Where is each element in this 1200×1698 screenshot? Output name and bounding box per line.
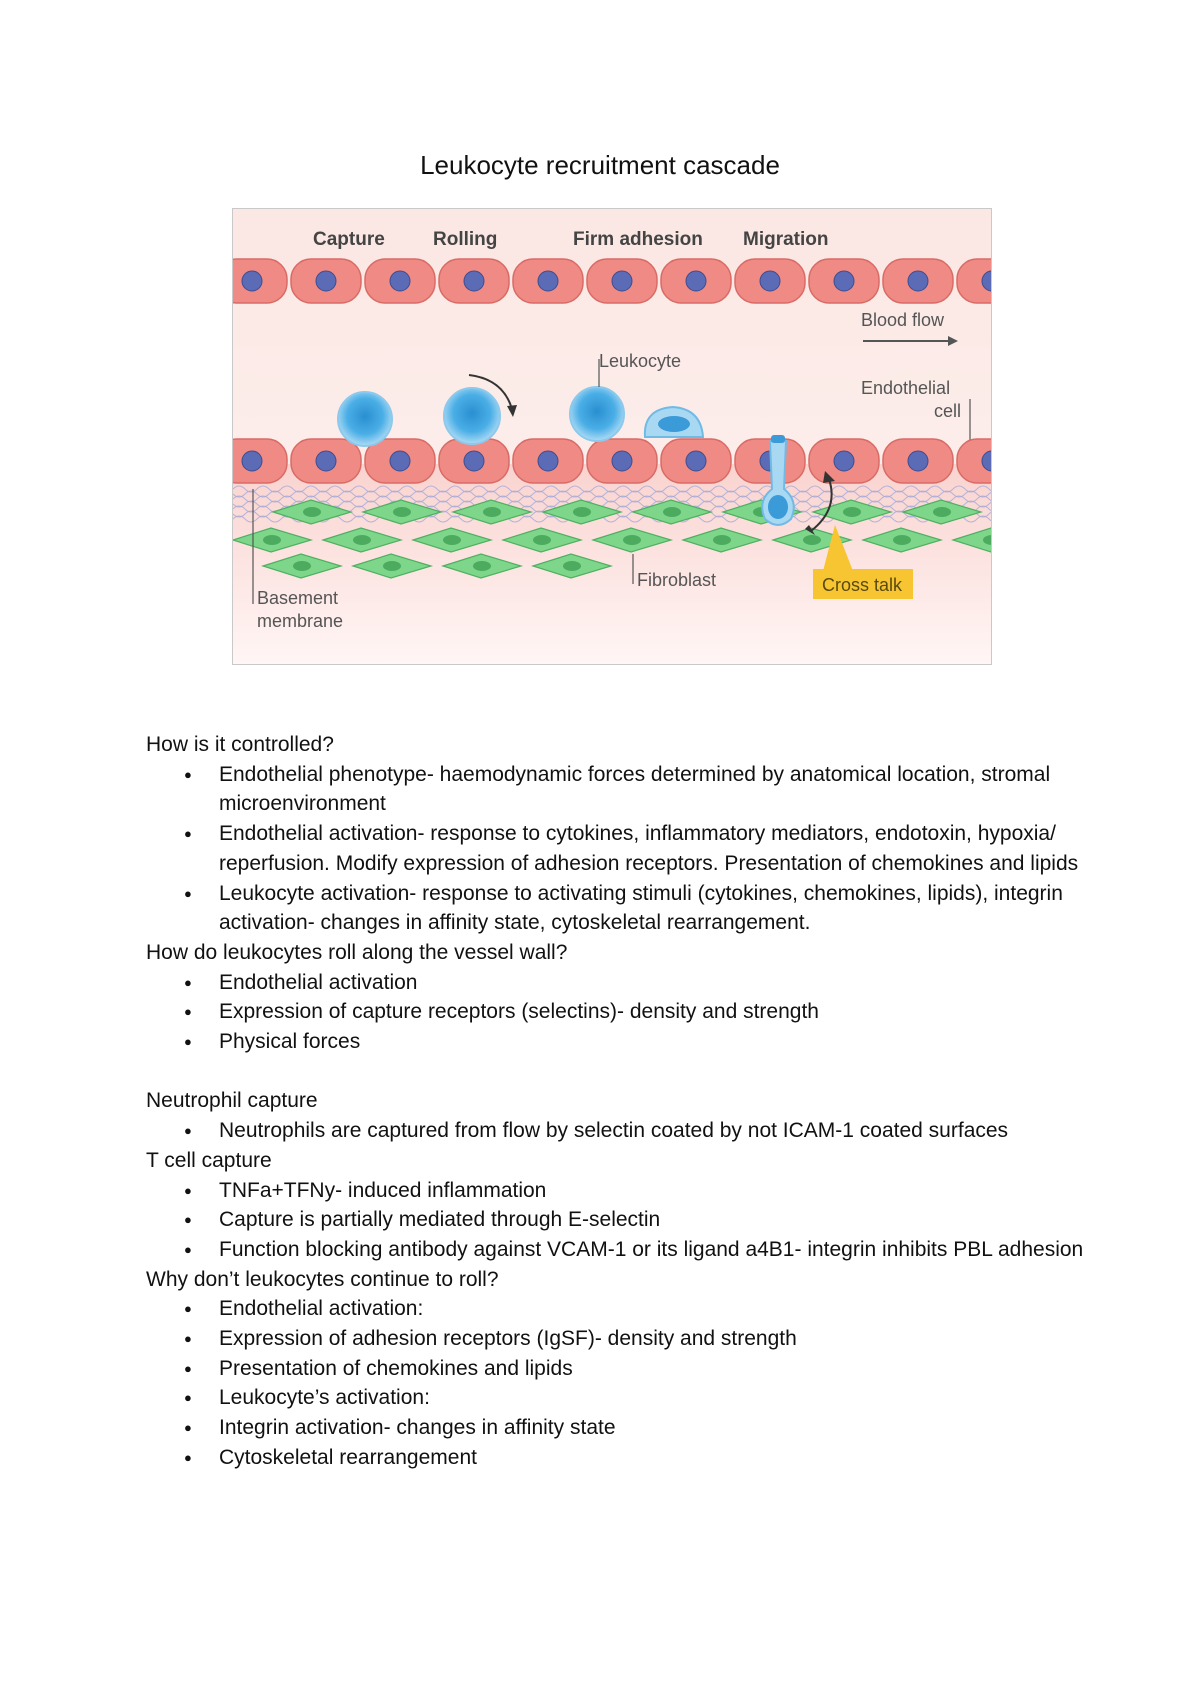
basement-membrane-label-line2: membrane (257, 611, 344, 631)
bullet-list-t-cell (146, 1176, 1086, 1265)
cross-talk-label: Cross talk (822, 575, 903, 595)
endothelial-cell (513, 259, 583, 303)
section-heading-neutrophil: Neutrophil capture (146, 1089, 318, 1113)
list-item: ● Physical forces (146, 1027, 1086, 1057)
bullet-list-control (146, 760, 1086, 938)
list-item: ● Neutrophils are captured from flow by selectin coated by not ICAM-1 coated surfaces (146, 1116, 1086, 1146)
endothelial-cell (439, 259, 509, 303)
list-item: ● Endothelial activation (146, 968, 1086, 998)
list-item: ● Function blocking antibody against VCAM-1 or its ligand a4B1- integrin inhibits PBL adhesion (146, 1235, 1086, 1265)
endothelial-cell (661, 259, 731, 303)
list-item: ● Integrin activation- changes in affinity state (146, 1413, 1086, 1443)
endothelial-cell (365, 259, 435, 303)
list-item: ● Expression of capture receptors (selectins)- density and strength (146, 997, 1086, 1027)
tissue-region (233, 464, 991, 664)
endothelial-cell-label-line2: cell (934, 401, 962, 421)
list-item: ● Leukocyte activation- response to activating stimuli (cytokines, chemokines, lipids), integrin activation- changes in affinity state, cytoskeletal rearrangement. (146, 879, 1086, 938)
section-heading-continue-roll: Why don’t leukocytes continue to roll? (146, 1267, 499, 1291)
endothelial-cell (233, 439, 287, 483)
endothelial-cell (587, 439, 657, 483)
section-heading-rolling: How do leukocytes roll along the vessel wall? (146, 940, 568, 964)
bullet-list-continue-roll (146, 1294, 1086, 1472)
stage-label-capture: Capture (313, 229, 385, 250)
endothelial-cell (439, 439, 509, 483)
bullet-list-rolling (146, 968, 1086, 1057)
basement-membrane-label-line1: Basement (257, 588, 339, 608)
blood-flow-label: Blood flow (861, 310, 945, 330)
bullet-list-neutrophil (146, 1116, 1086, 1146)
endothelial-cell (365, 439, 435, 483)
endothelial-cell (587, 259, 657, 303)
endothelial-cell (291, 439, 361, 483)
leukocyte-label: Leukocyte (599, 351, 682, 371)
endothelial-cell-label-line1: Endothelial (861, 378, 951, 398)
list-item: ● Endothelial phenotype- haemodynamic forces determined by anatomical location, stromal microenvironment (146, 760, 1086, 819)
list-item: ● Endothelial activation: (146, 1294, 1086, 1324)
page-title: Leukocyte recruitment cascade (420, 150, 780, 180)
list-item: ● Capture is partially mediated through E-selectin (146, 1205, 1086, 1235)
endothelial-cell (809, 439, 879, 483)
leukocyte-capture (338, 392, 392, 446)
fibroblast-label: Fibroblast (637, 570, 717, 590)
list-item: ● Expression of adhesion receptors (IgSF)- density and strength (146, 1324, 1086, 1354)
list-item: ● Cytoskeletal rearrangement (146, 1443, 1086, 1473)
leukocyte-firm-adhesion (570, 387, 624, 441)
document-body (146, 730, 1086, 1473)
endothelial-cell (513, 439, 583, 483)
paragraph-gap (146, 1057, 1086, 1087)
endothelial-cell (661, 439, 731, 483)
list-item: ● TNFa+TFNy- induced inflammation (146, 1176, 1086, 1206)
endothelial-cell (883, 439, 953, 483)
endothelial-cell (291, 259, 361, 303)
leukocyte-rolling (444, 388, 500, 444)
endothelial-cell (957, 259, 991, 303)
figure-svg (233, 209, 991, 664)
stage-label-rolling: Rolling (433, 229, 498, 250)
list-item: ● Presentation of chemokines and lipids (146, 1354, 1086, 1384)
stage-label-firm-adhesion: Firm adhesion (573, 229, 703, 250)
leukocyte-cascade-figure (232, 208, 992, 665)
endothelial-cell (883, 259, 953, 303)
endothelial-cell (957, 439, 991, 483)
endothelial-cell (233, 259, 287, 303)
list-item: ● Leukocyte’s activation: (146, 1383, 1086, 1413)
section-heading-control: How is it controlled? (146, 733, 334, 756)
stage-label-migration: Migration (743, 229, 829, 250)
list-item: ● Endothelial activation- response to cytokines, inflammatory mediators, endotoxin, hypoxia/ reperfusion. Modify expression of adhesion receptors. Presentation of chemokines and lipids (146, 819, 1086, 878)
section-heading-t-cell: T cell capture (146, 1148, 272, 1172)
endothelial-cell (735, 259, 805, 303)
endothelial-cell (809, 259, 879, 303)
